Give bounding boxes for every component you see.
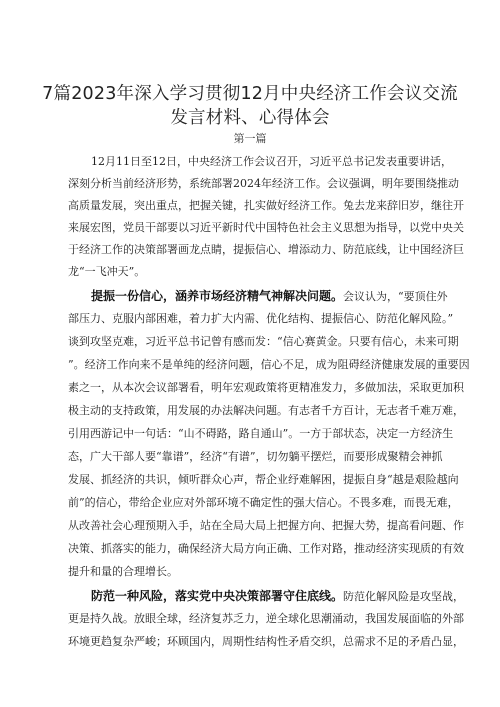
paragraph-3-line: 环境更趋复杂严峻；环顾国内，周期性结构性矛盾交织，总需求不足的矛盾凸显， [68, 635, 464, 648]
paragraph-2-line: 从改善社会心理预期入手，站在全局大局上把握方向、把握大势，提高看问题、作 [68, 519, 464, 532]
paragraph-2-line: 决策、抓落实的能力，确保经济大局方向正确、工作对路，推动经济实现质的有效 [68, 542, 464, 555]
paragraph-2-line: ”。经济工作向来不是单纯的经济问题，信心不足，成为阻碍经济健康发展的重要因 [68, 358, 470, 371]
paragraph-2-line: 态，广大干部人要“靠谱”，经济“有谱”，切勿躺平摆烂，而要形成聚精会神抓 [68, 450, 443, 463]
paragraph-2-line: 发展、抓经济的共识，倾听群众心声，帮企业纾难解困，提振自身“越是艰险越向 [68, 473, 459, 486]
paragraph-3-first-line [91, 589, 465, 604]
paragraph-1-line: 12月11日至12日，中央经济工作会议召开，习近平总书记发表重要讲话， [91, 155, 452, 168]
paragraph-2-line: 极主动的支持政策，用发展的办法解决问题。有志者千方百计，无志者千难万难， [68, 404, 464, 417]
paragraph-1-line: 来展宏图，党员干部要以习近平新时代中国特色社会主义思想为指导，以党中央关 [68, 221, 464, 234]
paragraph-1-line: 于经济工作的决策部署画龙点睛，提振信心、增添动力、防范底线，让中国经济巨 [68, 243, 464, 256]
paragraph-2-first-line [91, 289, 448, 304]
paragraph-2-line: 谈到攻坚克难，习近平总书记曾有感而发：“信心赛黄金。只要有信心，未来可期 [68, 335, 459, 348]
paragraph-1-line: 高质量发展，突出重点，把握关键，扎实做好经济工作。兔去龙来辞旧岁，继往开 [68, 199, 464, 212]
paragraph-3-line: 防范化解风险是攻坚战， [343, 590, 465, 603]
paragraph-2-line: 部压力、克服内部困难，着力扩大内需、优化结构、提振信心、防范化解风险。” [68, 312, 454, 325]
paragraph-3-line: 更是持久战。放眼全球，经济复苏乏力，逆全球化思潮涌动，我国发展面临的外部 [68, 612, 464, 625]
document-title-line-1: 7篇2023年深入学习贯彻12月中央经济工作会议交流 [42, 84, 458, 104]
document-title-line-2: 发言材料、心得体会 [170, 108, 330, 128]
paragraph-2-line: 引用西游记中一句话：“山不碍路，路自通山”。一方于部状态，决定一方经济生 [68, 427, 454, 440]
paragraph-3-heading: 防范一种风险，落实党中央决策部署守住底线。 [91, 589, 344, 603]
paragraph-1-line: 龙“一飞冲天”。 [68, 265, 146, 278]
section-label: 第一篇 [233, 132, 267, 145]
paragraph-2-line: 会议认为，“要顶住外 [343, 290, 448, 303]
paragraph-2-line: 前”的信心，带给企业应对外部环境不确定性的强大信心。不畏多难，而畏无难， [68, 496, 459, 509]
paragraph-1-line: 深刻分析当前经济形势，系统部署2024年经济工作。会议强调，明年要围绕推动 [68, 177, 459, 190]
paragraph-2-line: 素之一，从本次会议部署看，明年宏观政策将更精准发力，多做加法，采取更加积 [68, 381, 464, 394]
paragraph-2-heading: 提振一份信心，涵养市场经济精气神解决问题。 [91, 289, 344, 303]
paragraph-2-line: 提升和量的合理增长。 [68, 565, 178, 578]
